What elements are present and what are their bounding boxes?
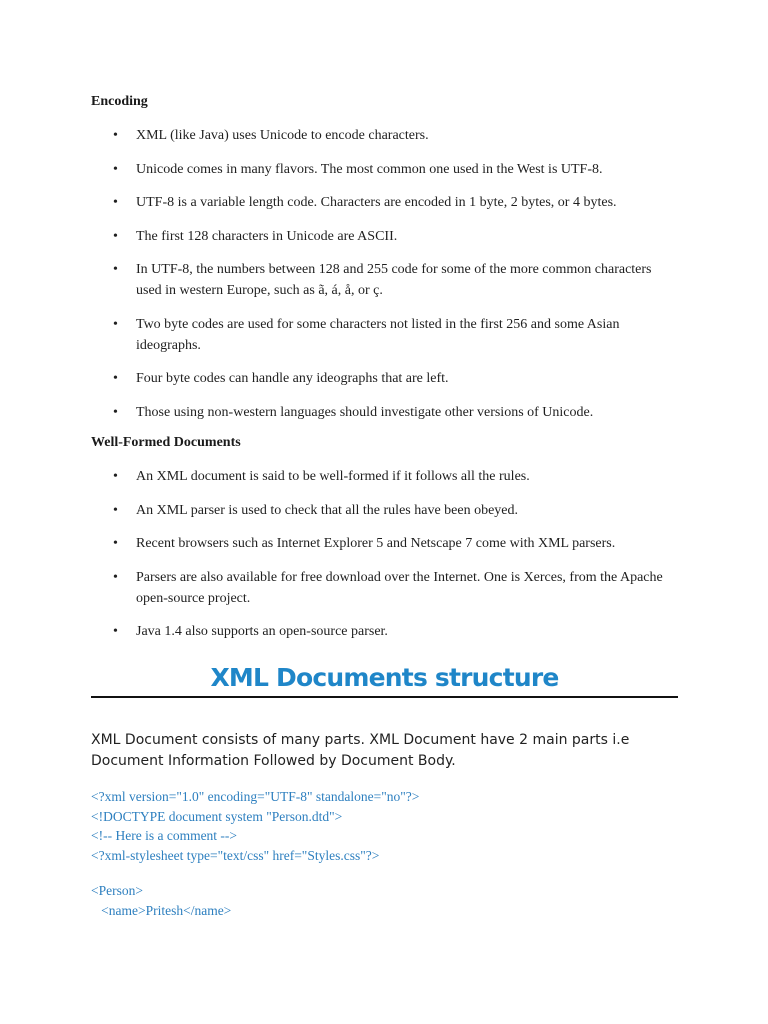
bullet-icon: • bbox=[113, 128, 118, 143]
bullet-icon: • bbox=[113, 262, 118, 277]
section-divider bbox=[91, 696, 678, 698]
code-line: <?xml-stylesheet type="text/css" href="Styles.css"?> bbox=[91, 847, 380, 863]
list-item: • The first 128 characters in Unicode are ASCII. bbox=[0, 226, 768, 247]
bullet-icon: • bbox=[113, 502, 118, 518]
code-line: <Person> bbox=[91, 883, 143, 898]
bullet-icon: • bbox=[113, 569, 118, 585]
encoding-bullet-list bbox=[0, 125, 768, 435]
list-item: • XML (like Java) uses Unicode to encode characters. bbox=[0, 125, 768, 146]
heading-well-formed: Well-Formed Documents bbox=[91, 435, 241, 450]
bullet-icon: • bbox=[113, 195, 118, 210]
heading-encoding: Encoding bbox=[91, 94, 148, 109]
list-item: • An XML document is said to be well-formed if it follows all the rules. bbox=[0, 466, 768, 487]
well-formed-bullet-list bbox=[0, 466, 768, 655]
list-item: • Parsers are also available for free download over the Internet. One is Xerces, from the Apache open-source project. bbox=[0, 567, 768, 609]
list-item: • An XML parser is used to check that all the rules have been obeyed. bbox=[0, 500, 768, 521]
intro-paragraph: XML Document consists of many parts. XML Document have 2 main parts i.e Document Information Followed by Document Body. bbox=[91, 732, 630, 769]
list-item: • Four byte codes can handle any ideographs that are left. bbox=[0, 368, 768, 389]
bullet-icon: • bbox=[113, 536, 118, 551]
list-item: • In UTF-8, the numbers between 128 and 255 code for some of the more common characters used in western Europe, such as ã, á, å, or ç. bbox=[0, 259, 768, 301]
code-line: <!DOCTYPE document system "Person.dtd"> bbox=[91, 808, 343, 824]
code-line: <name>Pritesh</name> bbox=[91, 903, 232, 918]
section-title: XML Documents structure bbox=[210, 663, 559, 692]
bullet-icon: • bbox=[113, 404, 118, 420]
bullet-icon: • bbox=[113, 316, 118, 332]
code-line: <!-- Here is a comment --> bbox=[91, 828, 238, 843]
code-line: <?xml version="1.0" encoding="UTF-8" standalone="no"?> bbox=[91, 789, 420, 804]
bullet-icon: • bbox=[113, 161, 118, 177]
bullet-icon: • bbox=[113, 624, 118, 639]
list-item: • Recent browsers such as Internet Explorer 5 and Netscape 7 come with XML parsers. bbox=[0, 533, 768, 554]
bullet-icon: • bbox=[113, 469, 118, 484]
bullet-icon: • bbox=[113, 228, 118, 244]
list-item: • Those using non-western languages should investigate other versions of Unicode. bbox=[0, 402, 768, 423]
list-item: • UTF-8 is a variable length code. Characters are encoded in 1 byte, 2 bytes, or 4 bytes. bbox=[0, 192, 768, 213]
list-item: • Java 1.4 also supports an open-source parser. bbox=[0, 621, 768, 642]
list-item: • Unicode comes in many flavors. The most common one used in the West is UTF-8. bbox=[0, 159, 768, 180]
list-item: • Two byte codes are used for some characters not listed in the first 256 and some Asian ideographs. bbox=[0, 314, 768, 356]
bullet-icon: • bbox=[113, 371, 118, 386]
